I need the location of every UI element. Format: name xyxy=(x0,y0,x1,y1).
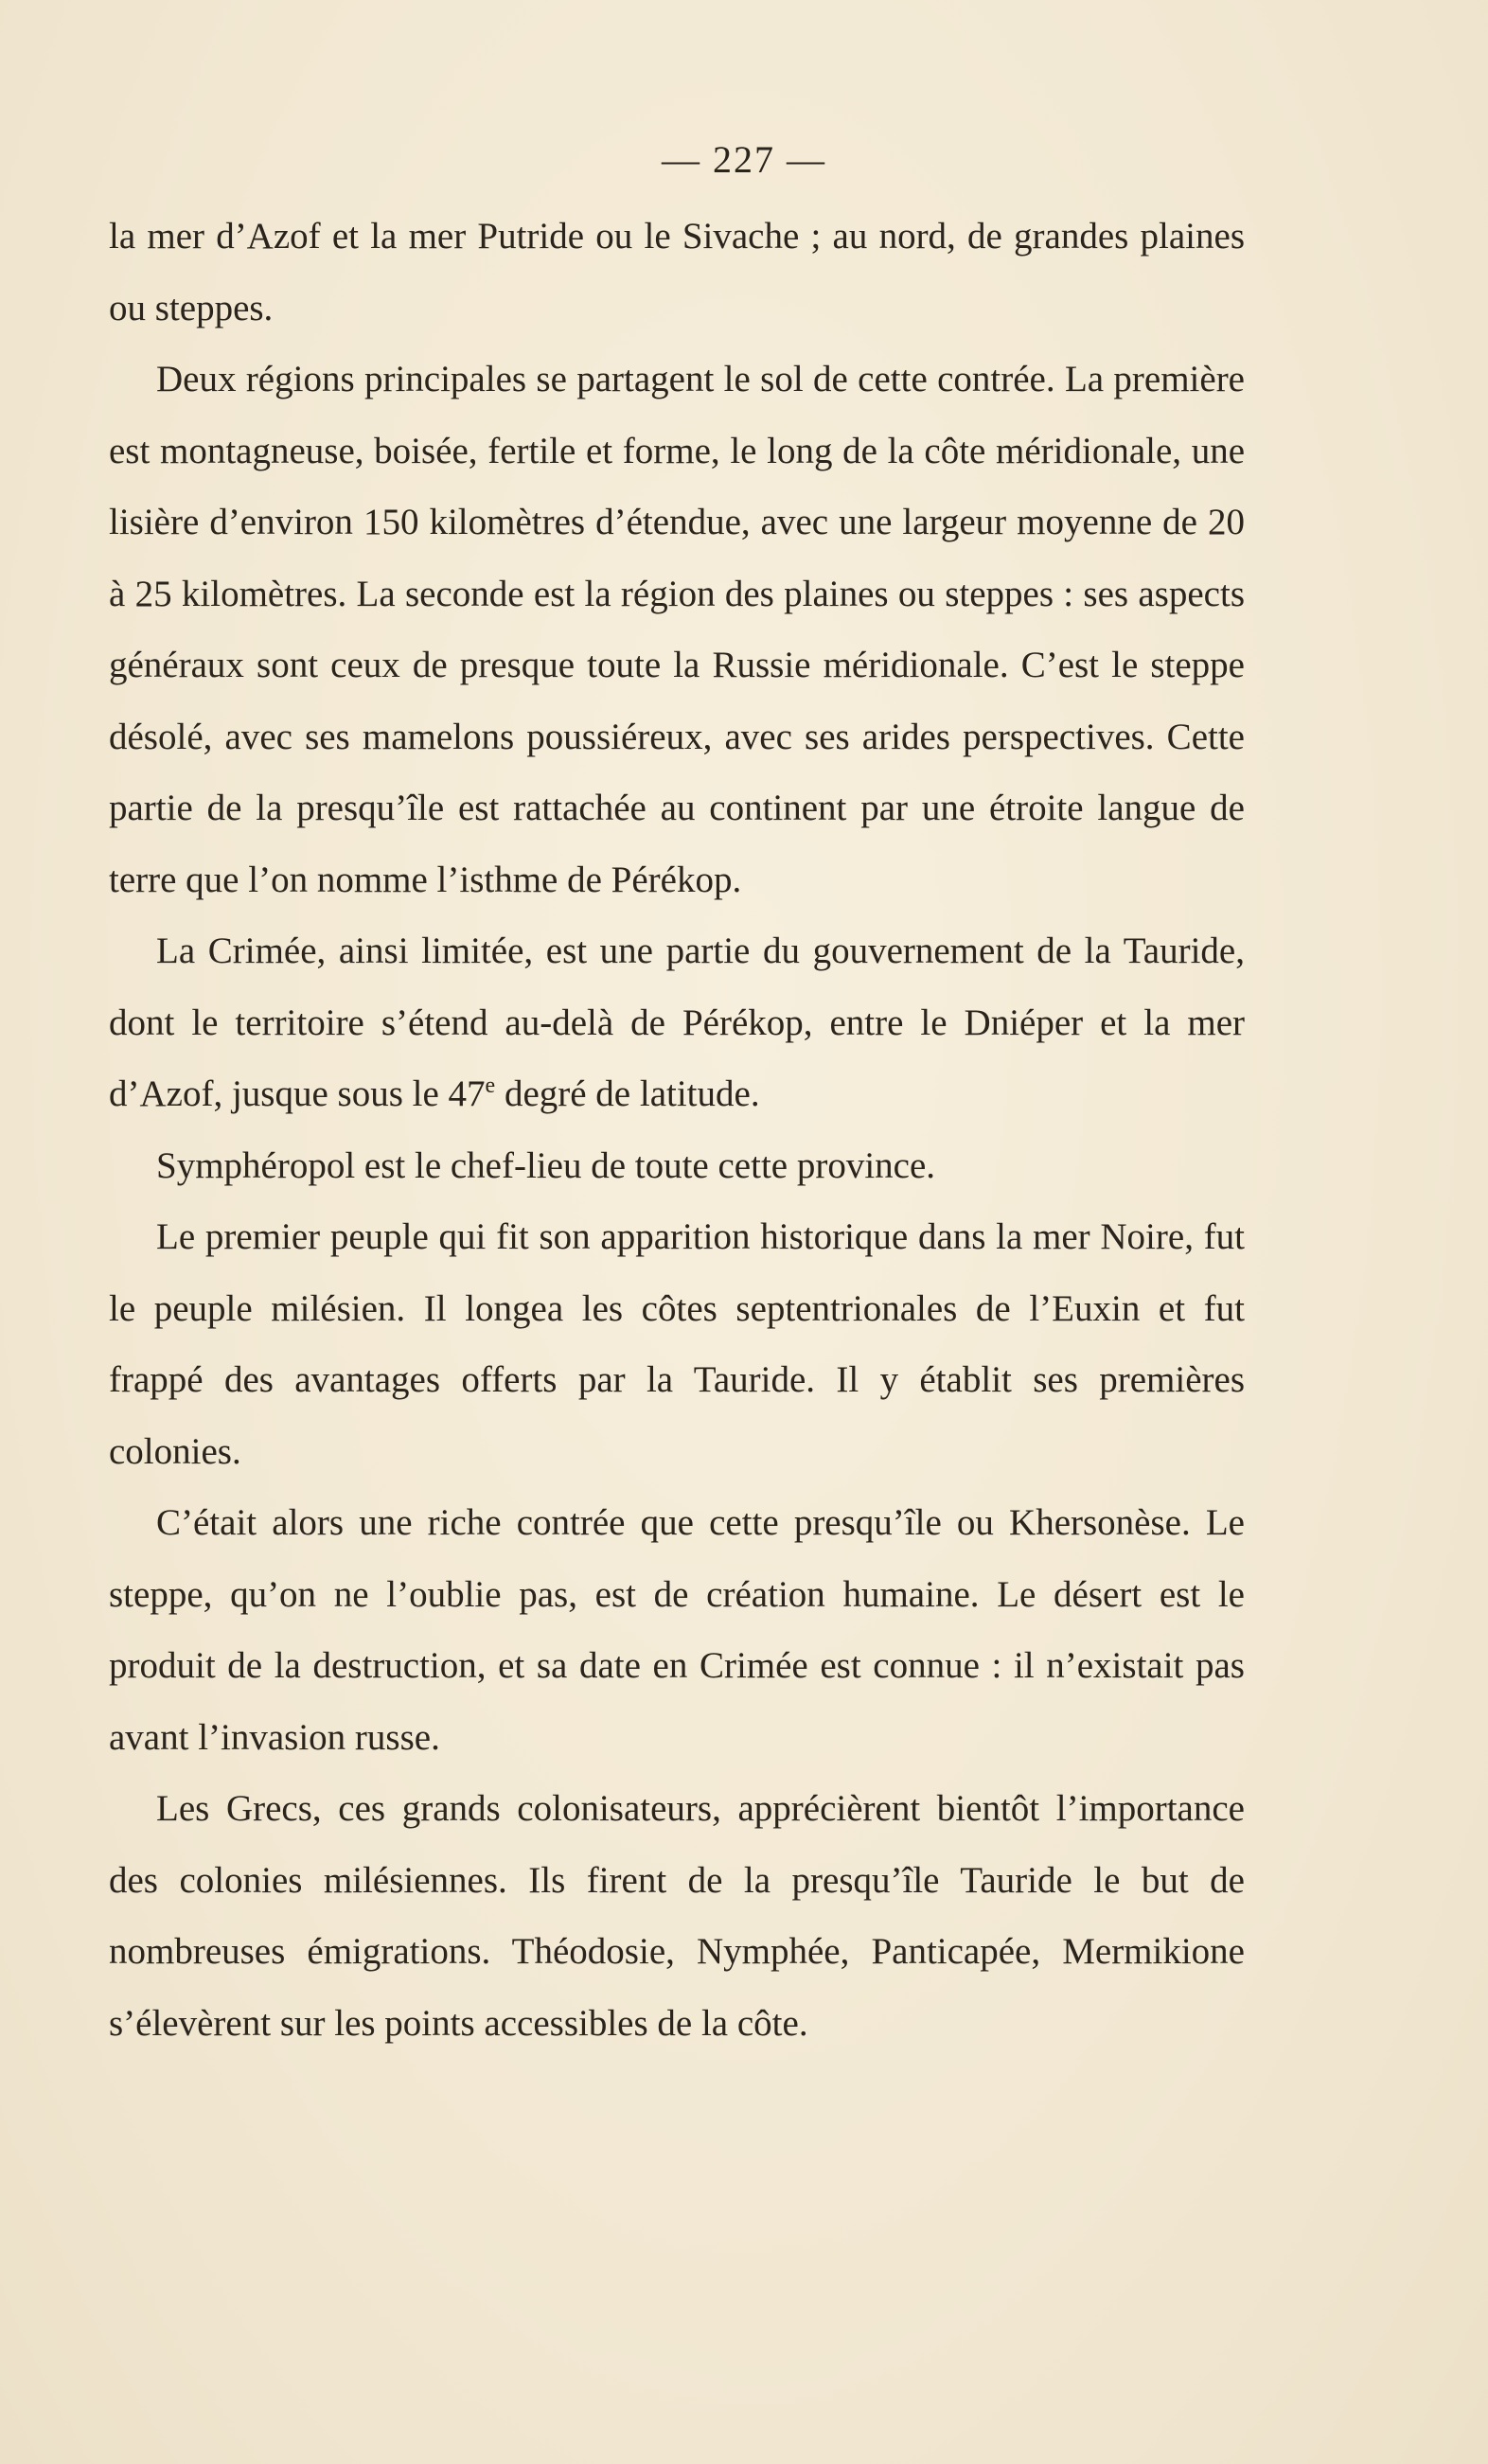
paragraph-3 xyxy=(109,915,1245,1130)
paragraph-2: Deux régions principales se partagent le sol de cette contrée. La première est montagneuse, boisée, fertile et forme, le long de la côte méridionale, une lisière d’environ 150 kilomètres d’étendue, avec une largeur moyenne de 20 à 25 kilomètres. La seconde est la région des plaines ou steppes : ses aspects généraux sont ceux de presque toute la Russie méridionale. C’est le steppe désolé, avec ses mamelons poussiéreux, avec ses arides perspectives. Cette partie de la presqu’île est rattachée au continent par une étroite langue de terre que l’on nomme l’isthme de Pérékop. xyxy=(109,359,1245,900)
paragraph-3-text: La Crimée, ainsi limitée, est une partie du gouvernement de la Tauride, dont le territoire s’étend au-delà de Pérékop, entre le Dniéper et la mer d’Azof, jusque sous le 47 xyxy=(109,931,1245,1114)
paragraph-1: la mer d’Azof et la mer Putride ou le Sivache ; au nord, de grandes plaines ou steppes. xyxy=(109,216,1245,328)
paragraph-7: Les Grecs, ces grands colonisateurs, apprécièrent bientôt l’importance des colonies milésiennes. Ils firent de la presqu’île Tauride le but de nombreuses émigrations. Théodosie, Nymphée, Panticapée, Mermikione s’élevèrent sur les points accessibles de la côte. xyxy=(109,1788,1245,2044)
paragraph-6: C’était alors une riche contrée que cette presqu’île ou Khersonèse. Le steppe, qu’on ne l’oublie pas, est de création humaine. Le désert est le produit de la destruction, et sa date en Crimée est connue : il n’existait pas avant l’invasion russe. xyxy=(109,1502,1245,1758)
paragraph-3-tail: degré de latitude. xyxy=(495,1073,760,1114)
paragraph-4: Symphéropol est le chef-lieu de toute cette province. xyxy=(156,1144,936,1186)
ordinal-superscript: e xyxy=(485,1073,496,1098)
body-text xyxy=(109,201,1245,2059)
paragraph-5: Le premier peuple qui fit son apparition historique dans la mer Noire, fut le peuple milésien. Il longea les côtes septentrionales de l’Euxin et fut frappé des avantages offerts par la Tauride. Il y établit ses premières colonies. xyxy=(109,1216,1245,1472)
page-number: — 227 — xyxy=(662,138,826,181)
